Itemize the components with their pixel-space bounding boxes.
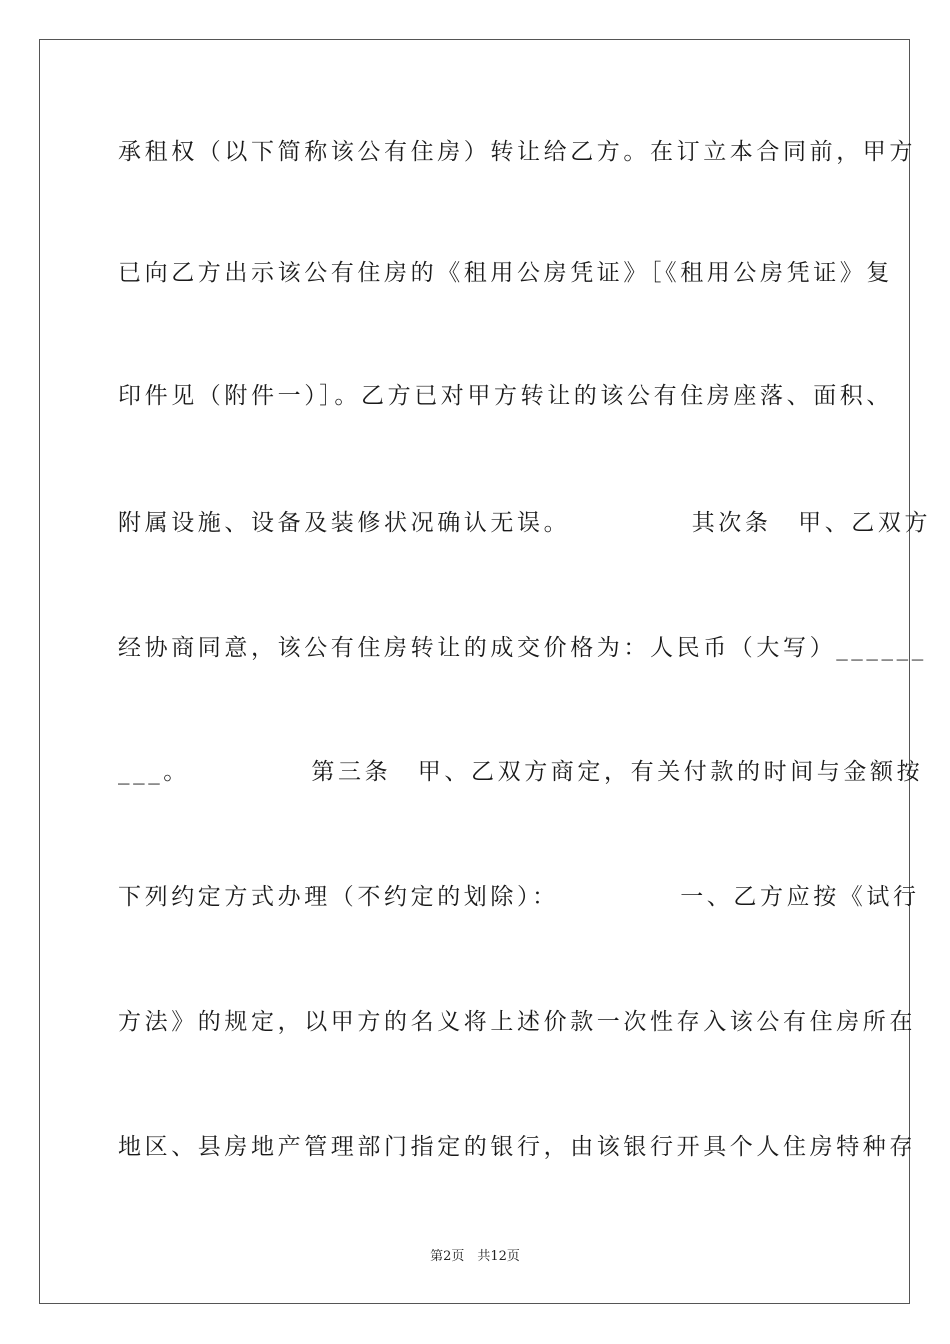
text-line: 方法》的规定，以甲方的名义将上述价款一次性存入该公有住房所在 — [118, 1009, 916, 1035]
text-line: ___。 第三条 甲、乙双方商定，有关付款的时间与金额按 — [118, 759, 924, 785]
text-line: 承租权（以下简称该公有住房）转让给乙方。在订立本合同前，甲方 — [118, 139, 916, 165]
text-line: 印件见（附件一）］。乙方已对甲方转让的该公有住房座落、面积、 — [118, 383, 893, 409]
text-line: 已向乙方出示该公有住房的《租用公房凭证》［《租用公房凭证》复 — [118, 260, 893, 286]
text-line: 附属设施、设备及装修状况确认无误。 其次条 甲、乙双方 — [118, 510, 932, 536]
page-border — [39, 39, 932, 1304]
text-line: 经协商同意，该公有住房转让的成交价格为：人民币（大写）______ — [118, 635, 927, 661]
text-line: 下列约定方式办理（不约定的划除）： 一、乙方应按《试行 — [118, 884, 920, 910]
page-number: 第2页 共12页 — [430, 1249, 520, 1264]
text-line: 地区、县房地产管理部门指定的银行，由该银行开具个人住房特种存 — [118, 1134, 916, 1160]
